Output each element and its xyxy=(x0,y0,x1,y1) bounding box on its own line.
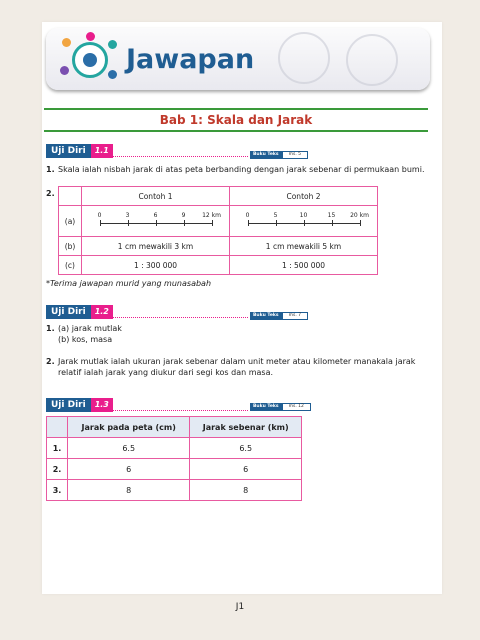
cell-actual-distance: 8 xyxy=(190,480,302,501)
divider-bottom xyxy=(44,130,428,132)
page-number: J1 xyxy=(235,602,245,612)
buku-teks-label: Buku Teks xyxy=(250,151,282,159)
row-label-a: (a) xyxy=(59,206,82,237)
row-label-b: (b) xyxy=(59,237,82,256)
scale1-label-3: 9 xyxy=(181,212,186,219)
buku-teks-ref-2 xyxy=(250,312,308,320)
s2-q2-line2: relatif ialah jarak yang diukur dari segi kos dan masa. xyxy=(58,368,274,377)
scale1-label-0: 0 xyxy=(97,212,102,219)
scale1-label-4: 12 km xyxy=(202,212,221,219)
table-row xyxy=(47,459,302,480)
icon-dot-3 xyxy=(108,40,117,49)
uji-diri-number: 1.3 xyxy=(91,398,113,412)
s2-q1-number: 1. xyxy=(46,324,55,333)
page-ref: ms. 7 xyxy=(282,312,308,320)
scale-bar-1 xyxy=(82,206,230,237)
buku-teks-ref-1 xyxy=(250,151,308,159)
cell-map-distance: 6.5 xyxy=(68,438,190,459)
dotted-rule xyxy=(108,317,248,318)
cell-b2: 1 cm mewakili 5 km xyxy=(230,237,378,256)
buku-teks-label: Buku Teks xyxy=(250,312,282,320)
cell-map-distance: 8 xyxy=(68,480,190,501)
page-ref: ms. 5 xyxy=(282,151,308,159)
icon-dot-2 xyxy=(86,32,95,41)
chapter-title: Bab 1: Skala dan Jarak xyxy=(159,113,313,127)
scale-bar-2 xyxy=(230,206,378,237)
scale2-label-1: 5 xyxy=(273,212,278,219)
icon-dot-5 xyxy=(108,70,117,79)
cell-map-distance: 6 xyxy=(68,459,190,480)
scale-table xyxy=(58,186,378,275)
note-text: *Terima jawapan murid yang munasabah xyxy=(46,279,212,288)
scale1-label-2: 6 xyxy=(153,212,158,219)
uji-diri-label: Uji Diri xyxy=(46,398,91,412)
uji-diri-label: Uji Diri xyxy=(46,305,91,319)
uji-diri-number: 1.1 xyxy=(91,144,113,158)
cell-actual-distance: 6 xyxy=(190,459,302,480)
dotted-rule xyxy=(108,156,248,157)
col-header-2: Contoh 2 xyxy=(230,187,378,206)
cell-actual-distance: 6.5 xyxy=(190,438,302,459)
row-number: 2. xyxy=(47,459,68,480)
q1-text: Skala ialah nisbah jarak di atas peta berbanding dengan jarak sebenar di permukaan bumi. xyxy=(58,165,425,174)
icon-dot-4 xyxy=(60,66,69,75)
uji-diri-number: 1.2 xyxy=(91,305,113,319)
s2-q1-b: (b) kos, masa xyxy=(58,335,113,344)
row-number: 1. xyxy=(47,438,68,459)
uji-diri-1-3 xyxy=(46,398,113,412)
icon-dot-1 xyxy=(62,38,71,47)
page-ref: ms. 12 xyxy=(282,403,311,411)
buku-teks-ref-3 xyxy=(250,403,311,411)
col-header-1: Contoh 1 xyxy=(82,187,230,206)
cell-b1: 1 cm mewakili 3 km xyxy=(82,237,230,256)
scale2-label-0: 0 xyxy=(245,212,250,219)
cell-c1: 1 : 300 000 xyxy=(82,256,230,275)
row-label-c: (c) xyxy=(59,256,82,275)
q2-number: 2. xyxy=(46,189,55,198)
buku-teks-label: Buku Teks xyxy=(250,403,282,411)
col-header-map-distance: Jarak pada peta (cm) xyxy=(68,417,190,438)
brain-watermark-icon-2 xyxy=(346,34,398,86)
scale1-label-1: 3 xyxy=(125,212,130,219)
q1-number: 1. xyxy=(46,165,55,174)
cell-c2: 1 : 500 000 xyxy=(230,256,378,275)
uji-diri-label: Uji Diri xyxy=(46,144,91,158)
scale2-label-4: 20 km xyxy=(350,212,369,219)
row-number: 3. xyxy=(47,480,68,501)
distance-table xyxy=(46,416,302,501)
uji-diri-1-2 xyxy=(46,305,113,319)
divider-top xyxy=(44,108,428,110)
col-header-actual-distance: Jarak sebenar (km) xyxy=(190,417,302,438)
scale2-label-3: 15 xyxy=(327,212,336,219)
dotted-rule xyxy=(108,410,248,411)
brain-lightbulb-icon xyxy=(72,42,108,78)
table-row xyxy=(47,480,302,501)
uji-diri-1-1 xyxy=(46,144,113,158)
table-row xyxy=(47,438,302,459)
brain-watermark-icon xyxy=(278,32,330,84)
page-title: Jawapan xyxy=(126,44,255,75)
s2-q2-number: 2. xyxy=(46,357,55,366)
scale2-label-2: 10 xyxy=(299,212,308,219)
s2-q1-a: (a) jarak mutlak xyxy=(58,324,122,333)
s2-q2-line1: Jarak mutlak ialah ukuran jarak sebenar dalam unit meter atau kilometer manakala jarak xyxy=(58,357,416,366)
